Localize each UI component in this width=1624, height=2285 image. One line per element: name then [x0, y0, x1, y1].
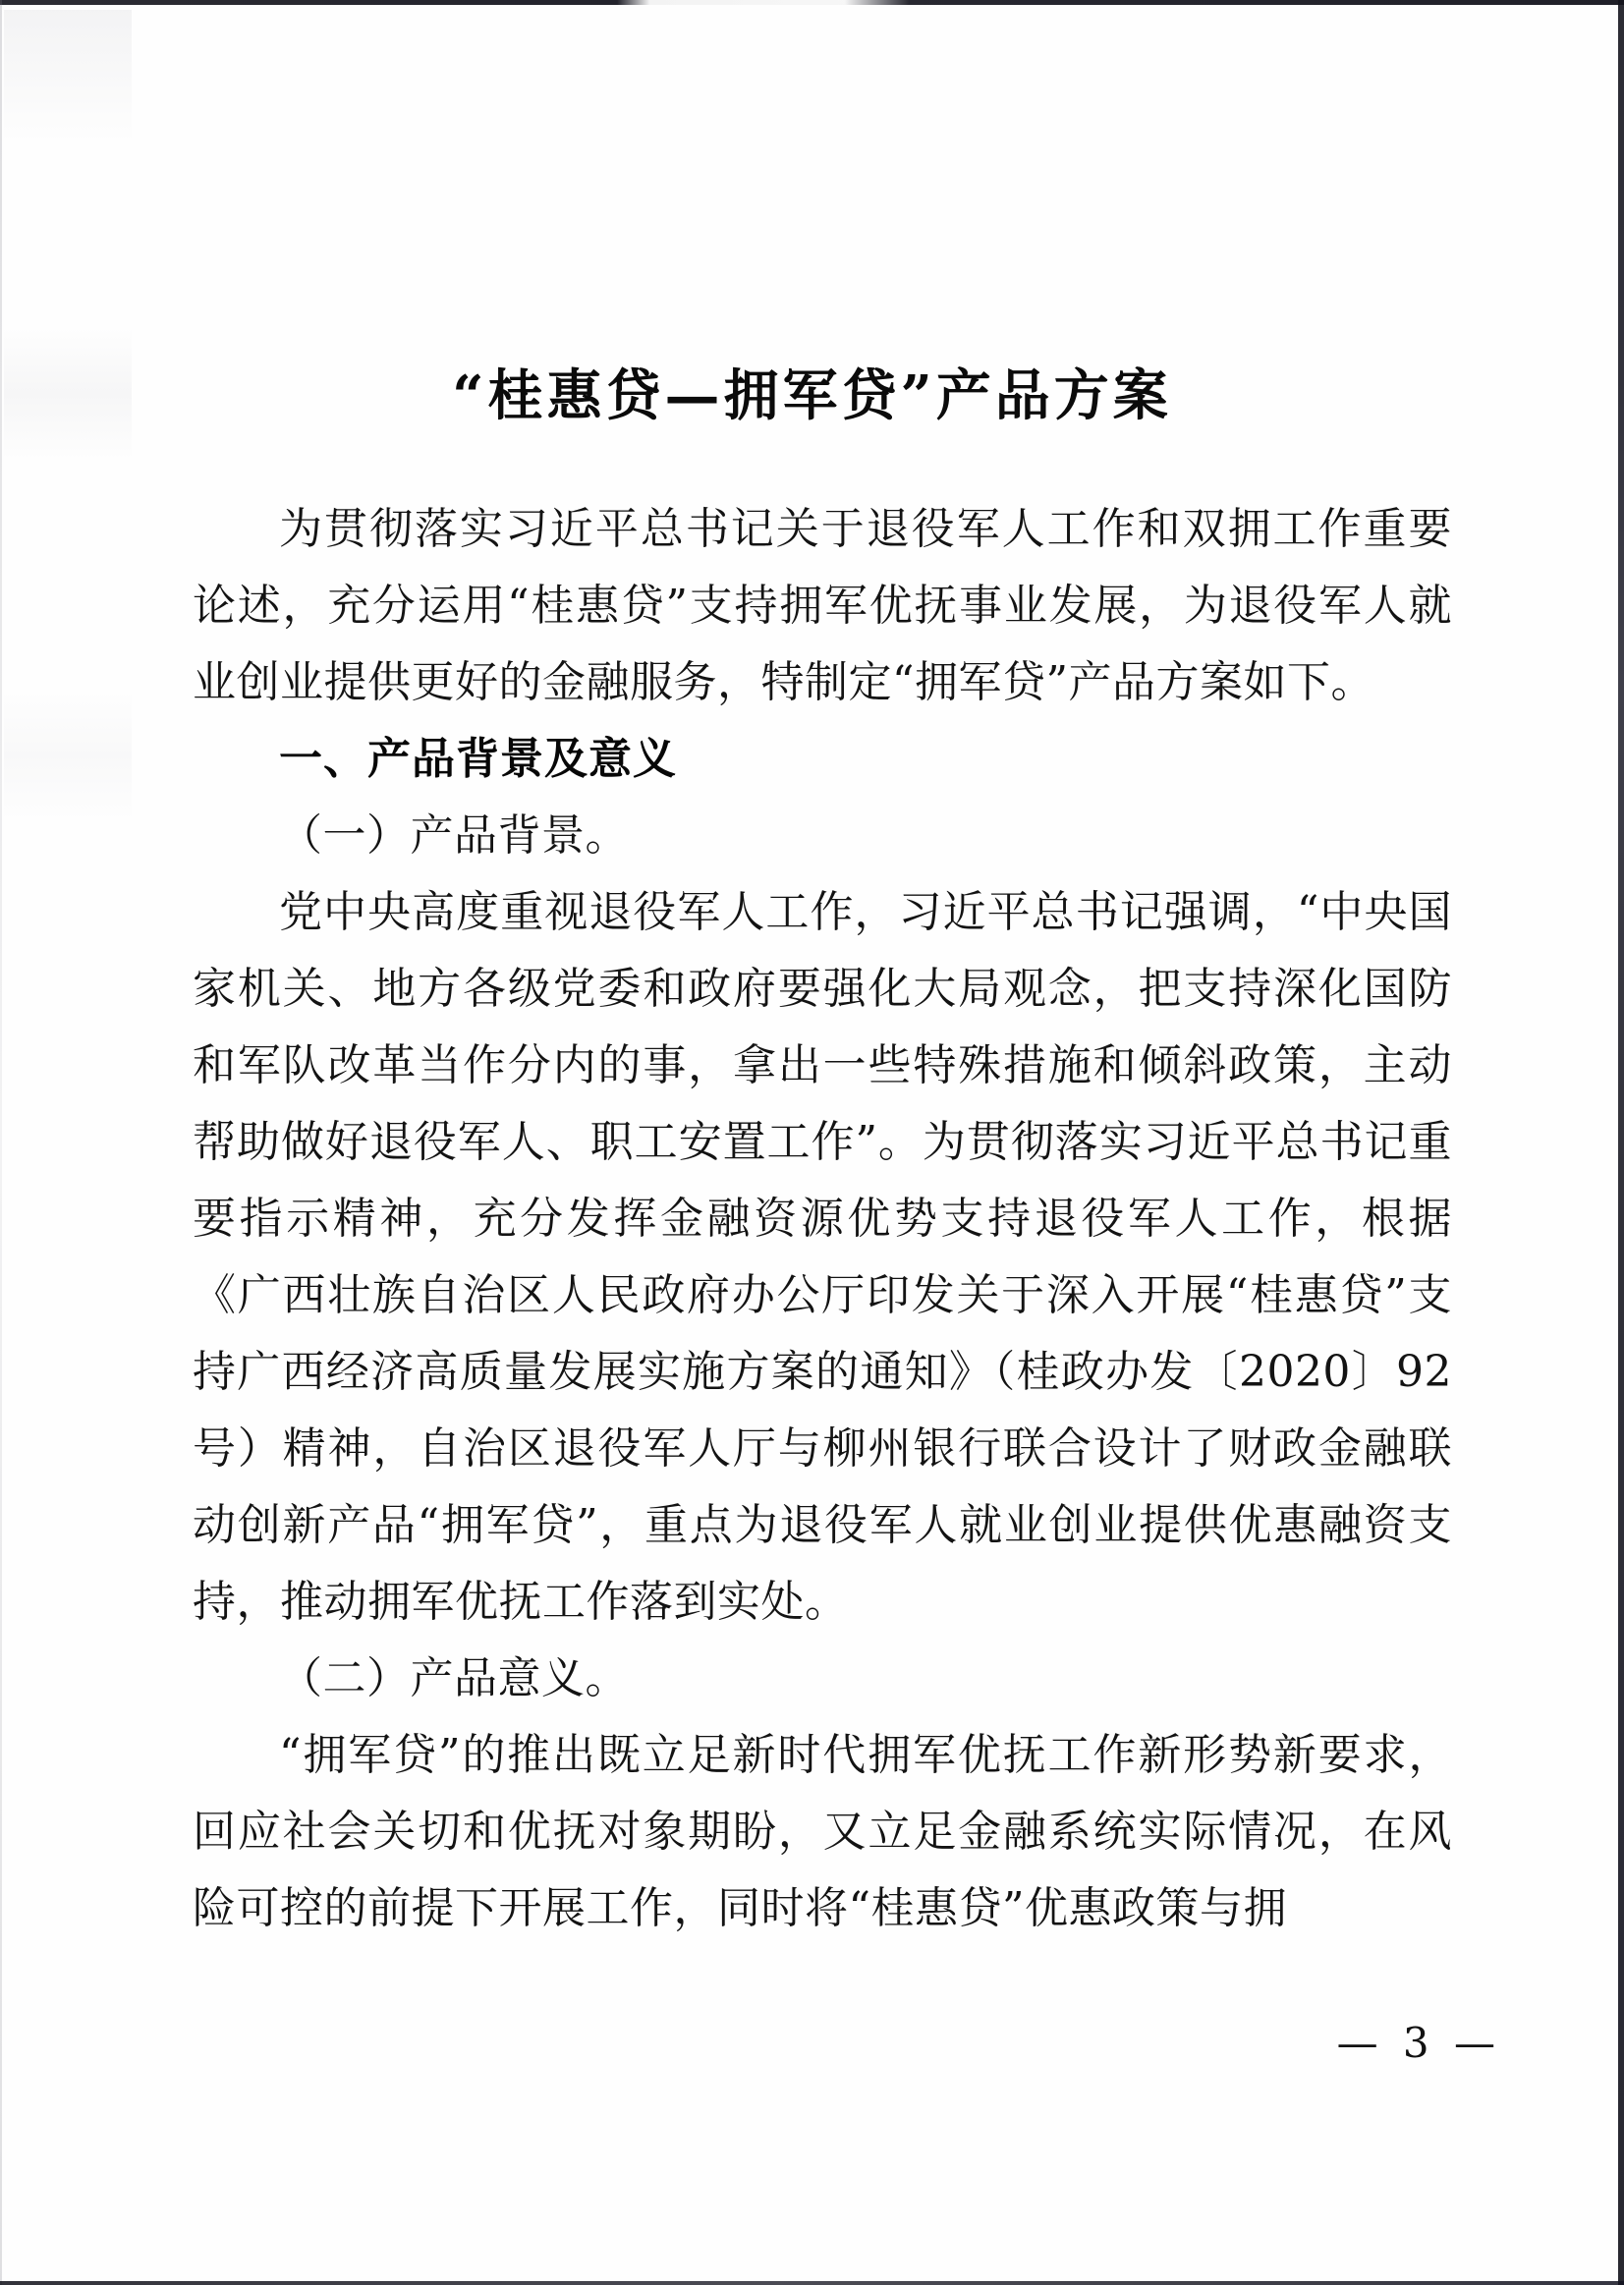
page-title: “桂惠贷—拥军贷”产品方案: [452, 362, 1172, 428]
subsection-body-1-1: 党中央高度重视退役军人工作，习近平总书记强调，“中央国家机关、地方各级党委和政府要强化大局观念，把支持深化国防和军队改革当作分内的事，拿出一些特殊措施和倾斜政策，主动帮助做好退役军人、职工安置工作”。为贯彻落实习近平总书记重要指示精神，充分发挥金融资源优势支持退役军人工作，根据《广西壮族自治区人民政府办公厅印发关于深入开展“桂惠贷”支持广西经济高质量发展实施方案的通知》（桂政办发〔2020〕92号）精神，自治区退役军人厅与柳州银行联合设计了财政金融联动创新产品“拥军贷”，重点为退役军人就业创业提供优惠融资支持，推动拥军优抚工作落到实处。: [193, 887, 1452, 1627]
subsection-heading-1-2: （二）产品意义。: [279, 1653, 629, 1703]
page-number: — 3 —: [1336, 2019, 1501, 2067]
subsection-body-1-2: “拥军贷”的推出既立足新时代拥军优抚工作新形势新要求，回应社会关切和优抚对象期盼，又立足金融系统实际情况，在风险可控的前提下开展工作，同时将“桂惠贷”优惠政策与拥: [193, 1730, 1452, 1933]
document-body: [193, 491, 1452, 1947]
intro-paragraph: 为贯彻落实习近平总书记关于退役军人工作和双拥工作重要论述，充分运用“桂惠贷”支持拥军优抚事业发展，为退役军人就业创业提供更好的金融服务，特制定“拥军贷”产品方案如下。: [193, 504, 1452, 707]
subsection-heading-1-1: （一）产品背景。: [279, 810, 629, 861]
section-heading-1: 一、产品背景及意义: [279, 734, 677, 784]
